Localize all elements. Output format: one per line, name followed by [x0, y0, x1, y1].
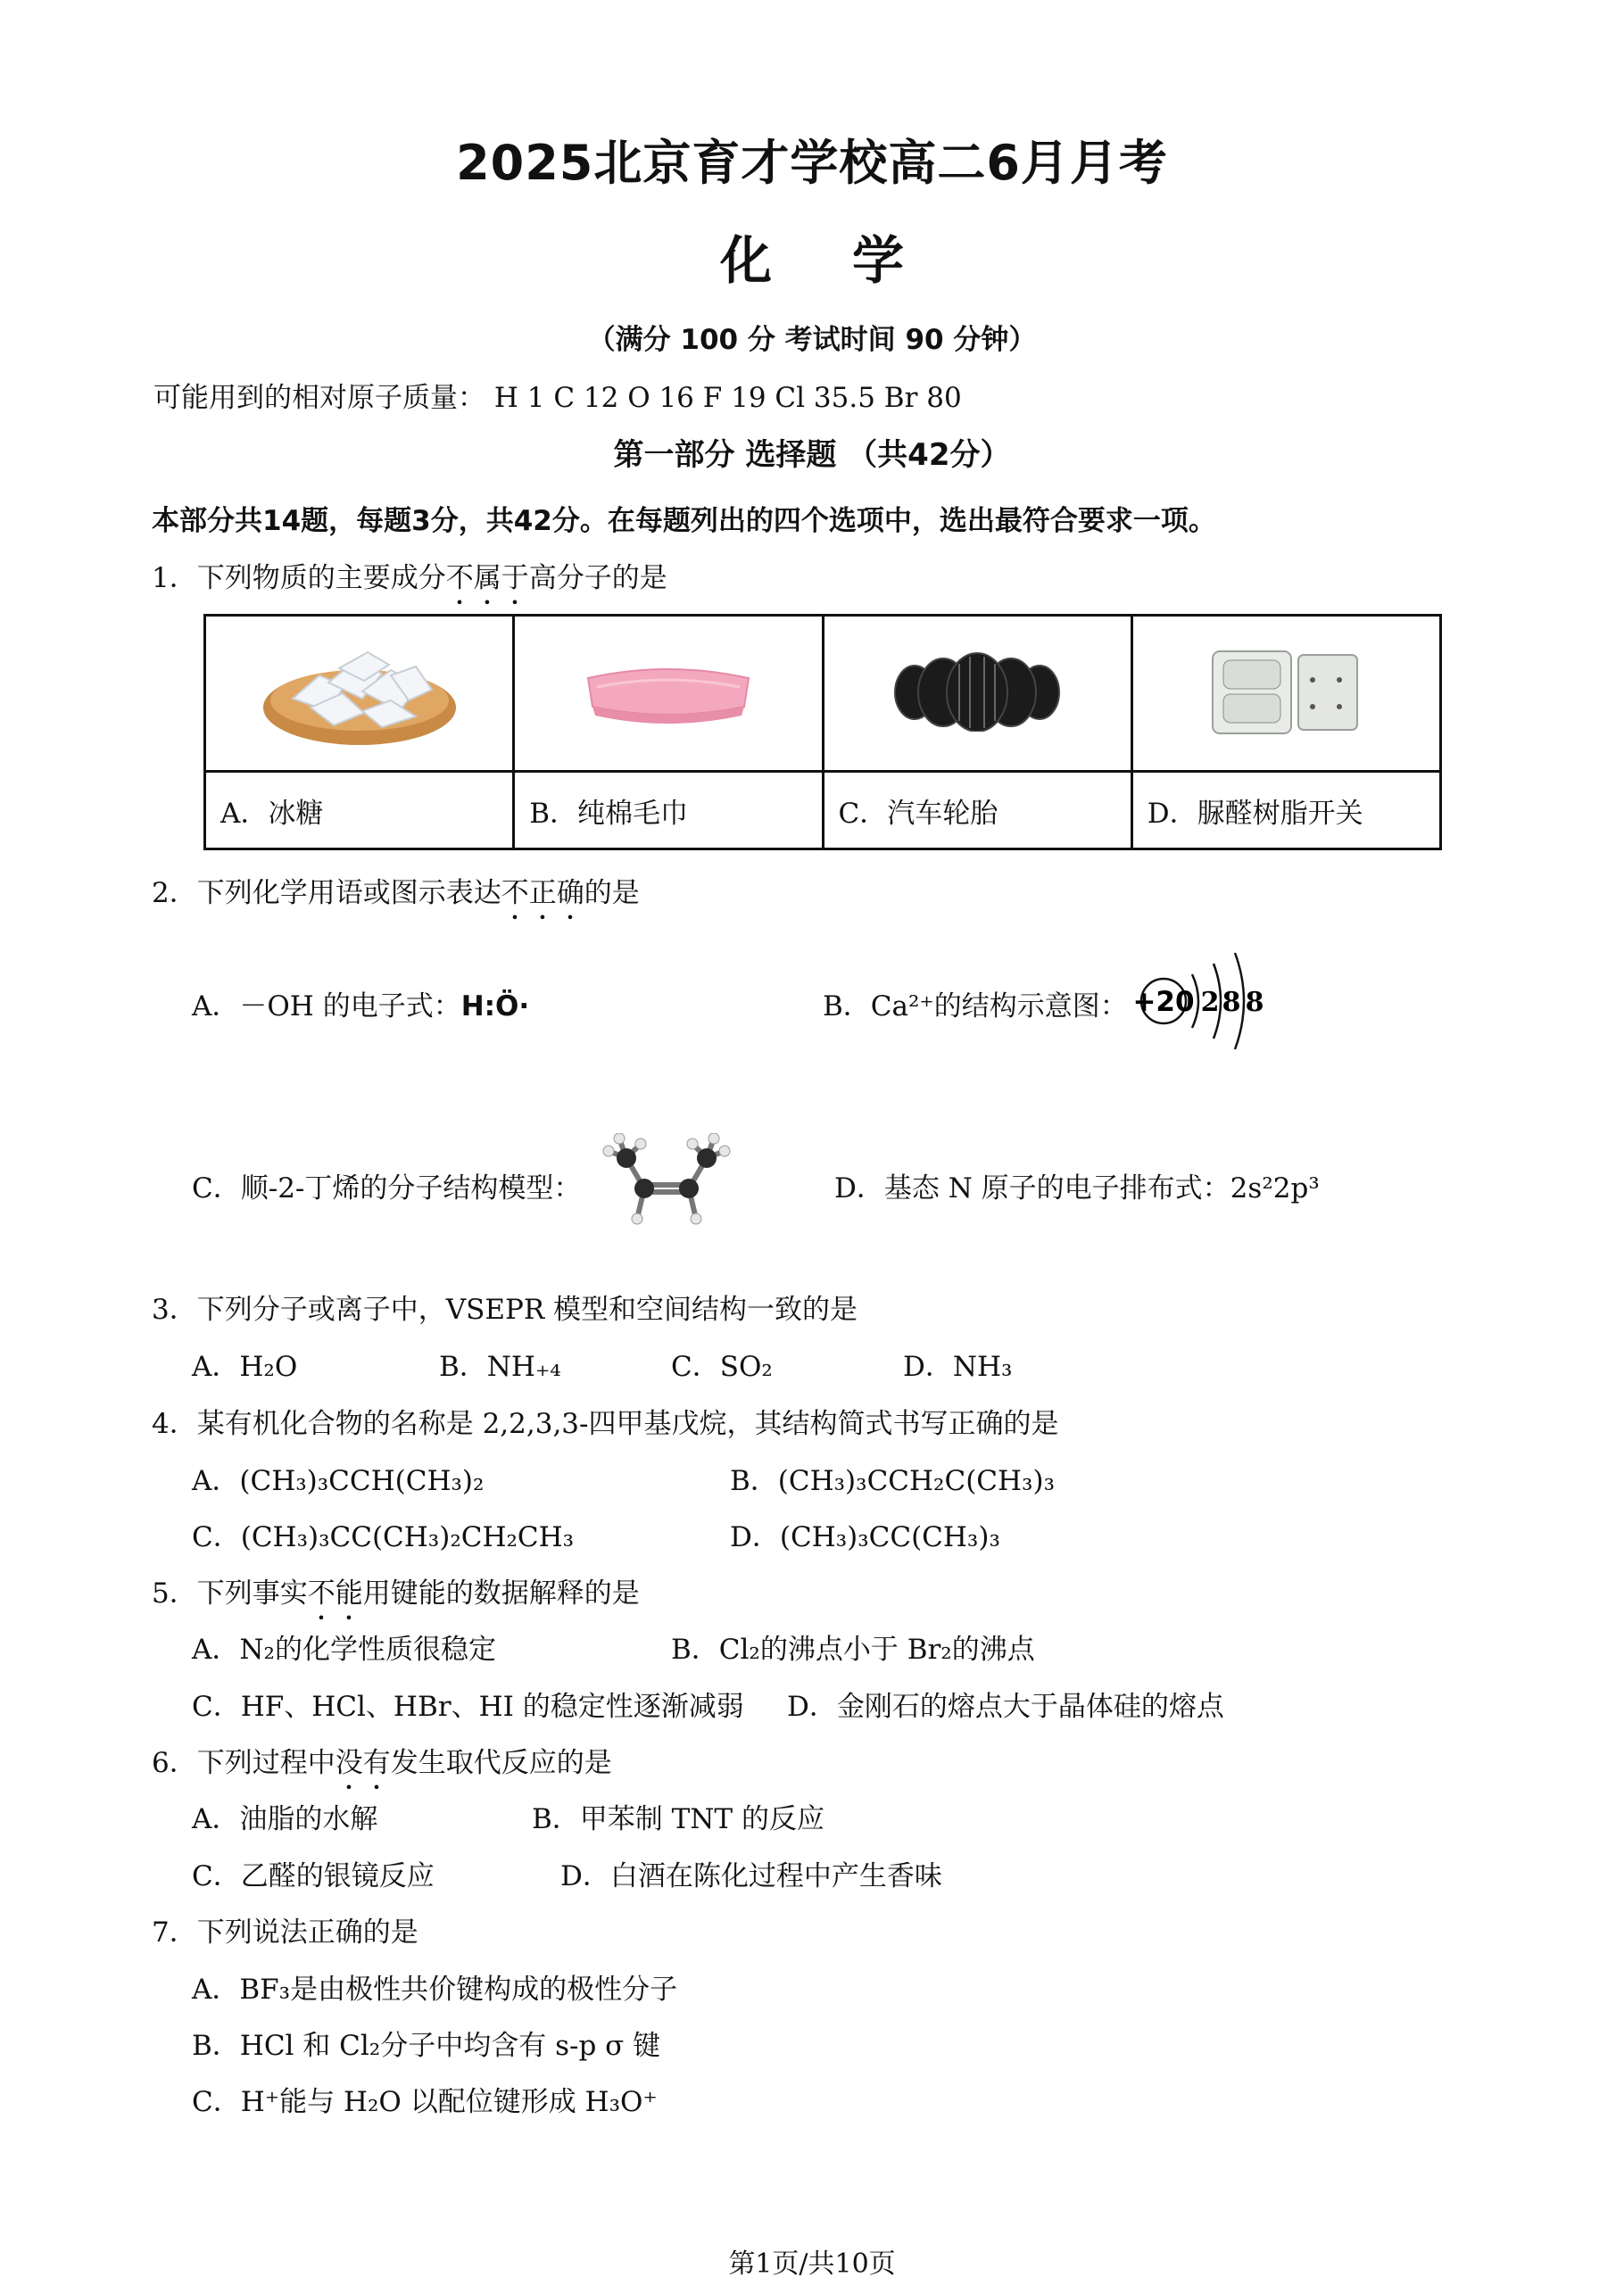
q5-option-b[interactable]: B．Cl₂的沸点小于 Br₂的沸点 — [671, 1634, 1035, 1666]
rock-sugar-image — [257, 629, 462, 754]
q1-stem: 1．下列物质的主要成分不属于高分子的是 — [152, 562, 667, 594]
q6-option-d[interactable]: D．白酒在陈化过程中产生香味 — [560, 1860, 942, 1892]
q1-option-a[interactable]: A．冰糖 — [205, 772, 514, 849]
calcium-ion-structure-diagram — [1131, 937, 1292, 1066]
q3-option-a[interactable]: A．H₂O — [192, 1351, 298, 1383]
q1-image-cell-d — [1131, 616, 1440, 772]
tires-image — [888, 651, 1066, 732]
q1-image-cell-a — [205, 616, 514, 772]
q4-option-b[interactable]: B．(CH₃)₃CCH₂C(CH₃)₃ — [730, 1465, 1055, 1497]
q2-option-c[interactable]: C．顺-2-丁烯的分子结构模型： — [192, 1172, 582, 1205]
q3-option-d[interactable]: D．NH₃ — [903, 1351, 1013, 1383]
q1-image-cell-c — [823, 616, 1131, 772]
q6-option-c[interactable]: C．乙醛的银镜反应 — [192, 1860, 435, 1892]
q5-option-d[interactable]: D．金刚石的熔点大于晶体硅的熔点 — [787, 1691, 1224, 1723]
q2-option-b[interactable]: B．Ca²⁺的结构示意图： — [823, 990, 1128, 1022]
exam-info: （满分 100 分 考试时间 90 分钟） — [587, 324, 1037, 356]
q1-option-b[interactable]: B．纯棉毛巾 — [514, 772, 823, 849]
page-number: 第1页/共10页 — [728, 2248, 896, 2280]
q4-option-d[interactable]: D．(CH₃)₃CC(CH₃)₃ — [730, 1521, 1000, 1553]
towel-image — [579, 651, 758, 732]
exam-title: 2025北京育才学校高二6月月考 — [456, 135, 1168, 191]
q6-option-b[interactable]: B．甲苯制 TNT 的反应 — [532, 1803, 824, 1835]
switch-image — [1206, 642, 1366, 741]
q7-stem: 7．下列说法正确的是 — [152, 1917, 418, 1949]
section-heading: 第一部分 选择题 （共42分） — [613, 437, 1011, 473]
section-instruction: 本部分共14题，每题3分，共42分。在每题列出的四个选项中，选出最符合要求一项。 — [152, 505, 1216, 537]
q2-option-a[interactable]: A．－OH 的电子式：H:Ö· — [192, 990, 530, 1022]
q3-option-b[interactable]: B．NH₊₄ — [439, 1351, 561, 1383]
q3-stem: 3．下列分子或离子中，VSEPR 模型和空间结构一致的是 — [152, 1294, 858, 1326]
shell-2-count: 8 — [1222, 987, 1241, 1018]
q1-option-d[interactable]: D．脲醛树脂开关 — [1131, 772, 1440, 849]
q7-option-b[interactable]: B．HCl 和 Cl₂分子中均含有 s-p σ 键 — [192, 2030, 661, 2062]
q5-option-a[interactable]: A．N₂的化学性质很稳定 — [192, 1634, 496, 1666]
q3-option-c[interactable]: C．SO₂ — [671, 1351, 773, 1383]
shell-1-count: 2 — [1200, 987, 1220, 1018]
hydroxyl-electron-formula: H:Ö· — [460, 990, 530, 1022]
cis-2-butene-ball-model — [600, 1133, 742, 1231]
q7-option-a[interactable]: A．BF₃是由极性共价键构成的极性分子 — [192, 1974, 678, 2006]
q5-option-c[interactable]: C．HF、HCl、HBr、HI 的稳定性逐渐减弱 — [192, 1691, 744, 1723]
q5-stem: 5．下列事实不能用键能的数据解释的是 — [152, 1577, 640, 1610]
q6-stem: 6．下列过程中没有发生取代反应的是 — [152, 1747, 612, 1779]
q7-option-c[interactable]: C．H⁺能与 H₂O 以配位键形成 H₃O⁺ — [192, 2086, 658, 2118]
q4-option-c[interactable]: C．(CH₃)₃CC(CH₃)₂CH₂CH₃ — [192, 1521, 575, 1553]
q1-option-c[interactable]: C．汽车轮胎 — [823, 772, 1131, 849]
q1-image-cell-b — [514, 616, 823, 772]
q1-options-table — [203, 614, 1442, 850]
atomic-mass-line: 可能用到的相对原子质量： H 1 C 12 O 16 F 19 Cl 35.5 Br 80 — [153, 382, 962, 414]
q2-stem: 2．下列化学用语或图示表达不正确的是 — [152, 877, 640, 909]
q6-option-a[interactable]: A．油脂的水解 — [192, 1803, 378, 1835]
q4-option-a[interactable]: A．(CH₃)₃CCH(CH₃)₂ — [192, 1465, 485, 1497]
subject-title: 化学 — [719, 230, 984, 291]
shell-3-count: 8 — [1245, 987, 1264, 1018]
q2-option-d[interactable]: D．基态 N 原子的电子排布式：2s²2p³ — [834, 1172, 1320, 1205]
q4-stem: 4．某有机化合物的名称是 2,2,3,3-四甲基戊烷，其结构简式书写正确的是 — [152, 1408, 1059, 1440]
nucleus-charge: +20 — [1132, 986, 1195, 1018]
